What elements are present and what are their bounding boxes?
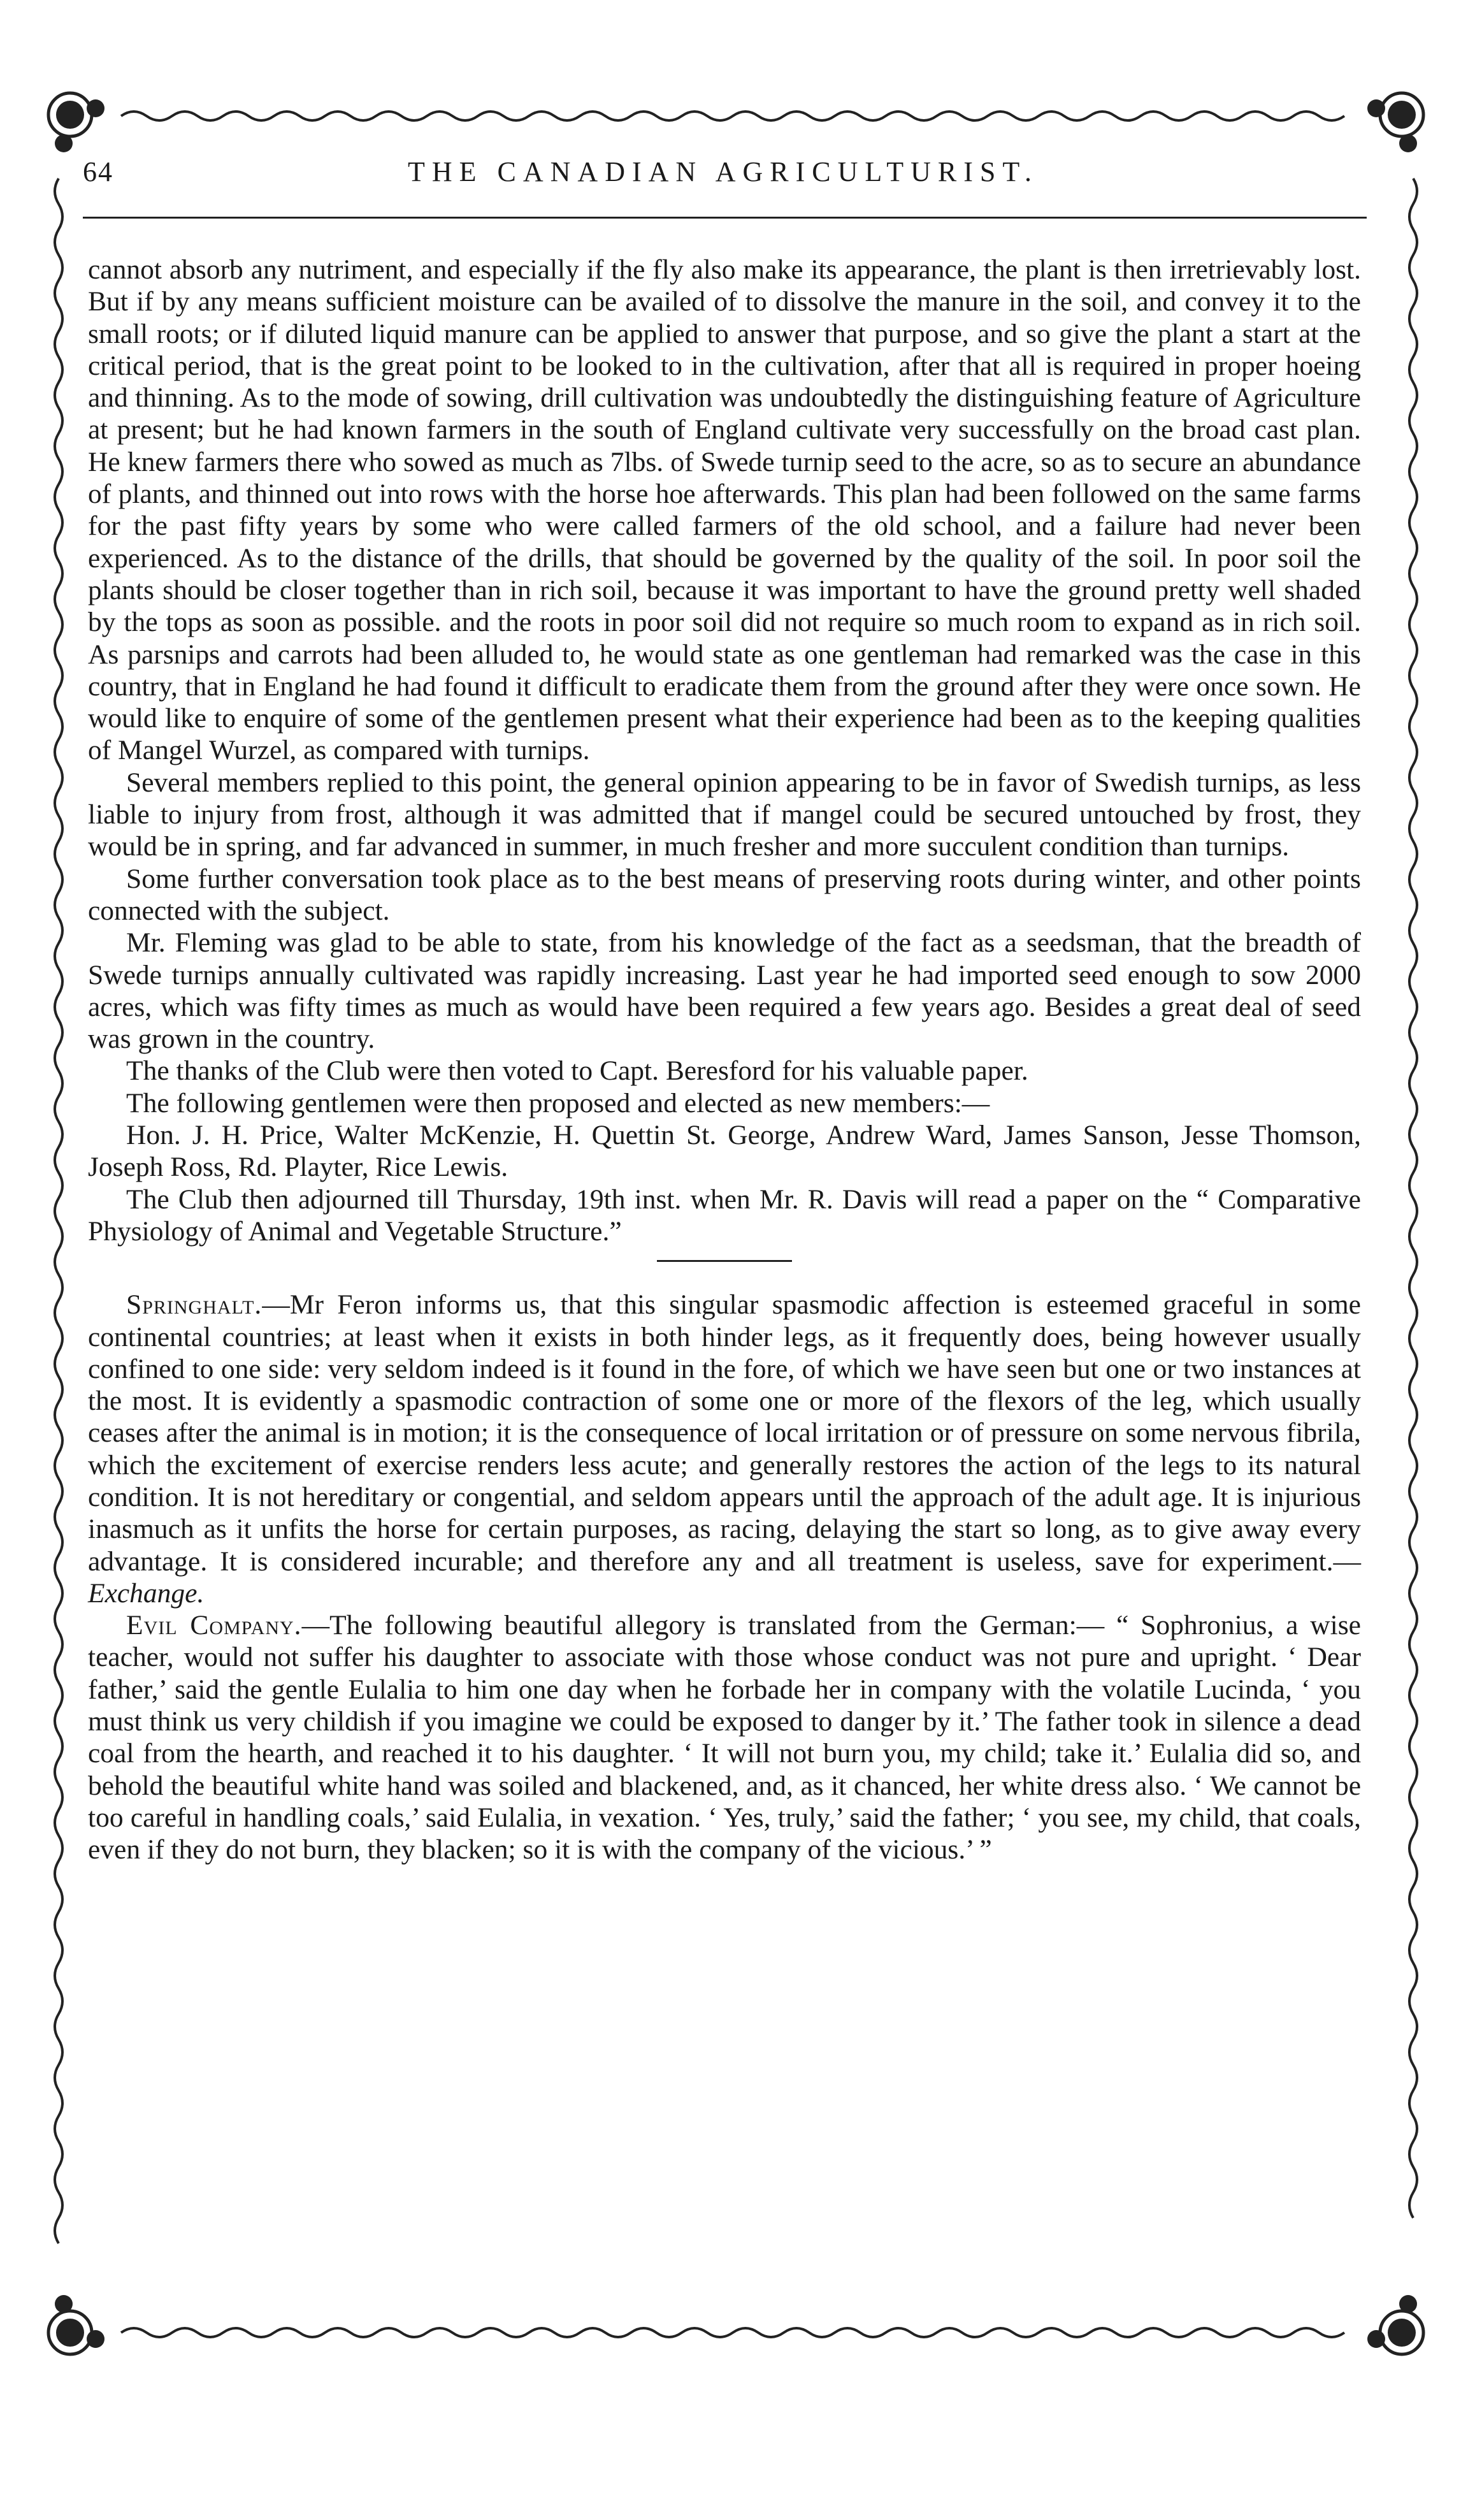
page-header — [83, 153, 1364, 210]
section-divider — [657, 1260, 792, 1262]
evil-company-article — [88, 1609, 1361, 1865]
paragraph: Several members replied to this point, the general opinion appearing to be in favor of Swedish turnips, as less liable to injury from frost, although it was admitted that if mangel could be secured untouched by frost, they would be in spring, and far advanced in summer, in much fresher and more succulent condition than turnips. — [88, 767, 1361, 862]
springhalt-text: —Mr Feron informs us, that this singular spasmodic affection is esteemed graceful in some continental countries; at least when it exists in both hinder legs, as it frequently does, being however usually confined to one side: very seldom indeed is it found in the fore, of which we have seen but one or two instances at the most. It is evidently a spasmodic contraction of some one or more of the flexors of the leg, which usually ceases after the animal is in motion; it is the consequence of local irritation or of pressure on some nervous fibrila, which the excitement of exercise renders less acute; and generally restores the action of the legs to its natural condition. It is not hereditary or congential, and seldom appears until the approach of the adult age. It is injurious inasmuch as it unfits the horse for certain purposes, as racing, delaying the start so long, as to give away every advantage. It is considered incurable; and therefore any and all treatment is useless, save for experiment.— — [88, 1289, 1361, 1577]
member-list: Hon. J. H. Price, Walter McKenzie, H. Quettin St. George, Andrew Ward, James Sanson, Jesse Thomson, Joseph Ross, Rd. Playter, Rice Lewis. — [88, 1120, 1361, 1183]
paragraph: Some further conversation took place as to the best means of preserving roots during winter, and other points connected with the subject. — [88, 863, 1361, 926]
paragraph: Mr. Fleming was glad to be able to state, from his knowledge of the fact as a seedsman, that the breadth of Swede turnips annually cultivated was rapidly increasing. Last year he had imported seed enough to sow 2000 acres, which was fifty times as much as would have been required a few years ago. Besides a great deal of seed was grown in the country. — [88, 927, 1361, 1055]
header-rule — [83, 217, 1367, 219]
paragraph: The thanks of the Club were then voted to Capt. Beresford for his valuable paper. — [126, 1055, 1028, 1087]
page-number: 64 — [83, 156, 113, 187]
paragraph: The Club then adjourned till Thursday, 19th inst. when Mr. R. Davis will read a paper on the “ Comparative Physiology of Animal and Vegetable Structure.” — [88, 1184, 1361, 1247]
paragraph: cannot absorb any nutriment, and especially if the fly also make its appearance, the plant is then irretrievably lost. But if by any means sufficient moisture can be availed of to dissolve the manure in the soil, and convey it to the small roots; or if diluted liquid manure can be applied to answer that purpose, and so give the plant a start at the critical period, that is the great point to be looked to in the cultivation, after that all is required in proper hoeing and thinning. As to the mode of sowing, drill cultivation was undoubtedly the distinguishing feature of Agriculture at present; but he had known farmers in the south of England cultivate very successfully on the broad cast plan. He knew farmers there who sowed as much as 7lbs. of Swede turnip seed to the acre, so as to secure an abundance of plants, and thinned out into rows with the horse hoe afterwards. This plan had been followed on the same farms for the past fifty years by some who were called farmers of the old school, and a failure had never been experienced. As to the distance of the drills, that should be governed by the quality of the soil. In poor soil the plants should be closer together than in rich soil, because it was important to have the ground pretty well shaded by the tops as soon as possible. and the roots in poor soil did not require so much room to expand as in rich soil. As parsnips and carrots had been alluded to, he would state as one gentleman had remarked was the case in this country, that in England he had found it difficult to eradicate them from the ground after they were once sown. He would like to enquire of some of the gentlemen present what their experience had been as to the keeping qualities of Mangel Wurzel, as compared with turnips. — [88, 254, 1361, 766]
article-body — [88, 254, 1361, 1866]
running-title: THE CANADIAN AGRICULTURIST. — [408, 156, 1039, 187]
evil-company-text: —The following beautiful allegory is translated from the German:— “ Sophronius, a wise teacher, would not suffer his daughter to associate with those whose conduct was not pure and upright. ‘ Dear father,’ said the gentle Eulalia to him one day when he forbade her in company with the volatile Lucinda, ‘ you must think us very childish if you imagine we could be exposed to danger by it.’ The father took in silence a dead coal from the hearth, and reached it to his daughter. ‘ It will not burn you, my child; take it.’ Eulalia did so, and behold the beautiful white hand was soiled and blackened, and, as it chanced, her white dress also. ‘ We cannot be too careful in handling coals,’ said Eulalia, in vexation. ‘ Yes, truly,’ said the father; ‘ you see, my child, that coals, even if they do not burn, they blacken; so it is with the company of the vicious.’ ” — [88, 1610, 1361, 1865]
springhalt-article — [88, 1289, 1361, 1609]
springhalt-source: Exchange. — [88, 1577, 205, 1609]
springhalt-heading: Springhalt. — [126, 1289, 263, 1321]
evil-company-heading: Evil Company. — [126, 1610, 302, 1641]
paragraph: The following gentlemen were then proposed and elected as new members:— — [126, 1087, 990, 1119]
